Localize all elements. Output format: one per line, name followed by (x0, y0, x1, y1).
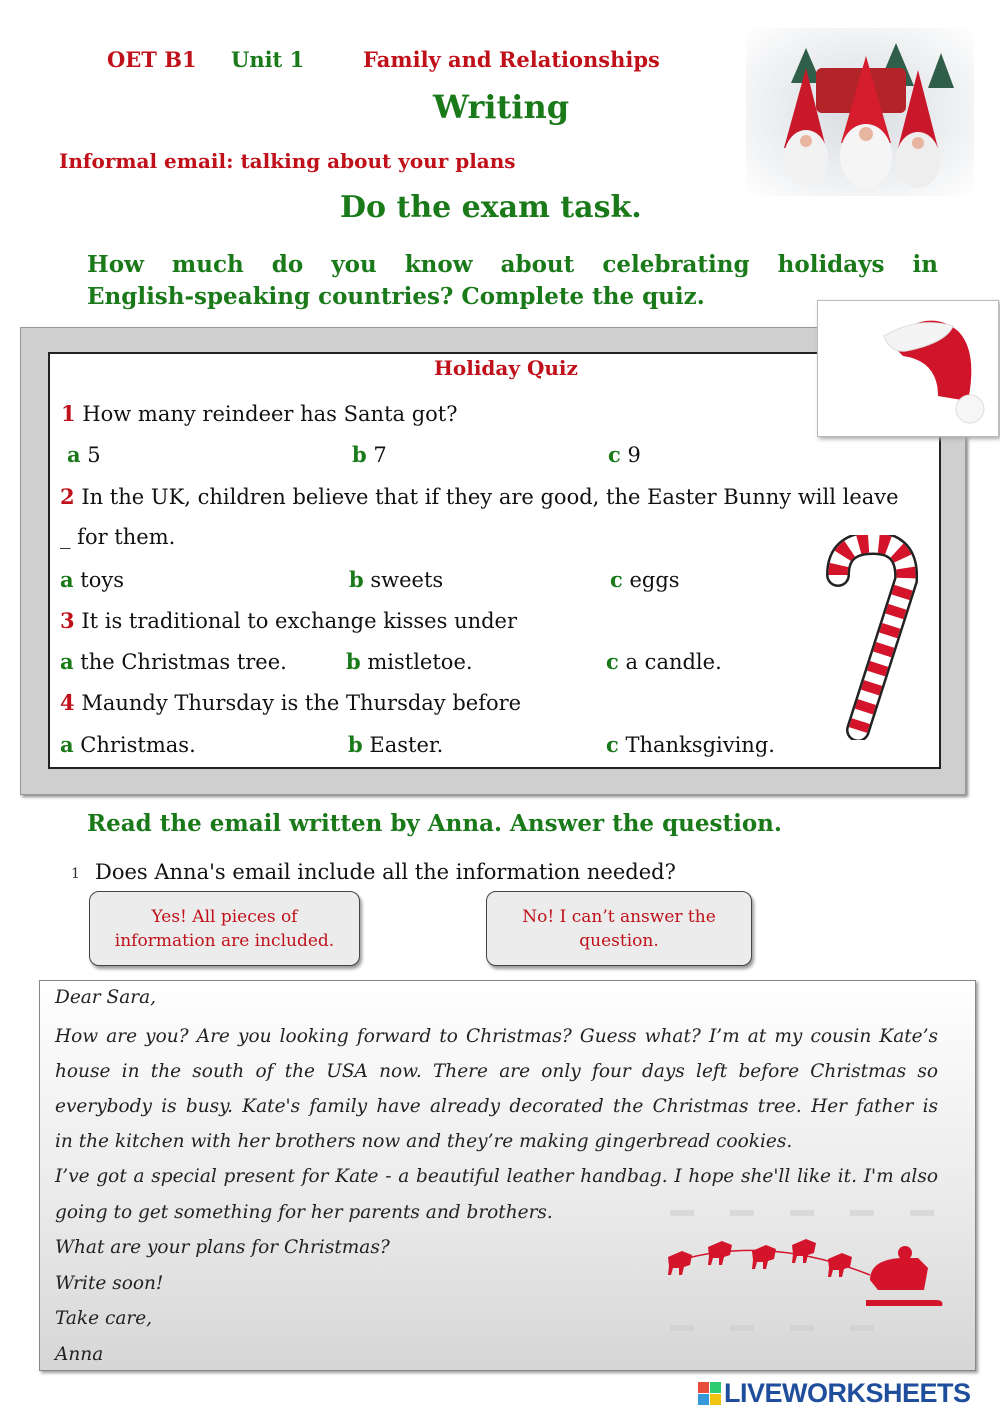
q1-option-c[interactable]: c 9 (608, 442, 641, 467)
unit-label: Unit 1 (231, 47, 305, 72)
task-heading: Do the exam task. (340, 190, 642, 225)
question-3: 3 It is traditional to exchange kisses under (60, 608, 518, 633)
logo-icon (698, 1382, 721, 1405)
email-line-5: I’ve got a special present for Kate - a beautiful leather handbag. I hope she'll like it. I'm also (55, 1166, 938, 1187)
question-number: 1 (71, 866, 80, 882)
reading-instruction: Read the email written by Anna. Answer the question. (87, 810, 782, 837)
email-line-4: in the kitchen with her brothers now and they’re making gingerbread cookies. (55, 1131, 793, 1152)
reading-question: Does Anna's email include all the information needed? (95, 860, 676, 884)
email-signature: Anna (55, 1344, 104, 1365)
candy-cane-icon (818, 535, 918, 740)
question-1: 1 How many reindeer has Santa got? (61, 401, 458, 426)
q3-option-b[interactable]: b mistletoe. (346, 649, 473, 674)
q2-option-b[interactable]: b sweets (349, 567, 444, 592)
email-line-1: How are you? Are you looking forward to Christmas? Guess what? I’m at my cousin Kate’s (55, 1026, 938, 1047)
email-line-8: Write soon! (55, 1273, 164, 1294)
q1-option-b[interactable]: b 7 (352, 442, 387, 467)
q1-option-a[interactable]: a 5 (67, 442, 101, 467)
email-greeting: Dear Sara, (55, 987, 156, 1008)
santa-hat-picture (817, 300, 999, 437)
q2-option-a[interactable]: a toys (60, 567, 125, 592)
email-line-2: house in the south of the USA now. There are only four days left before Christmas so (55, 1061, 938, 1082)
section-title: Writing (433, 88, 570, 126)
intro-line-2: English-speaking countries? Complete the quiz. (87, 283, 705, 310)
gnomes-picture (746, 28, 974, 196)
topic-label: Family and Relationships (363, 47, 660, 72)
email-line-7: What are your plans for Christmas? (55, 1237, 390, 1258)
reindeer-sleigh-picture (660, 1205, 950, 1350)
quiz-title: Holiday Quiz (434, 356, 578, 380)
q3-option-a[interactable]: a the Christmas tree. (60, 649, 287, 674)
answer-yes-button[interactable]: Yes! All pieces of information are included. (89, 891, 360, 966)
q4-option-c[interactable]: c Thanksgiving. (606, 732, 775, 757)
intro-line-1: How much do you know about celebrating holidays in (87, 251, 938, 278)
q2-option-c[interactable]: c eggs (610, 567, 680, 592)
subtitle: Informal email: talking about your plans (59, 149, 516, 173)
question-2: 2 In the UK, children believe that if they are good, the Easter Bunny will leave (60, 484, 899, 509)
q3-option-c[interactable]: c a candle. (606, 649, 722, 674)
q4-option-a[interactable]: a Christmas. (60, 732, 196, 757)
course-label: OET B1 (107, 47, 197, 72)
q4-option-b[interactable]: b Easter. (348, 732, 444, 757)
liveworksheets-logo[interactable]: LIVEWORKSHEETS (698, 1378, 971, 1409)
question-2-continued: _ for them. (60, 525, 176, 549)
email-line-3: everybody is busy. Kate's family have already decorated the Christmas tree. Her father is (55, 1096, 938, 1117)
answer-no-button[interactable]: No! I can’t answer the question. (486, 891, 752, 966)
email-line-9: Take care, (55, 1308, 153, 1329)
email-line-6: going to get something for her parents and brothers. (55, 1202, 553, 1223)
question-4: 4 Maundy Thursday is the Thursday before (60, 690, 522, 715)
